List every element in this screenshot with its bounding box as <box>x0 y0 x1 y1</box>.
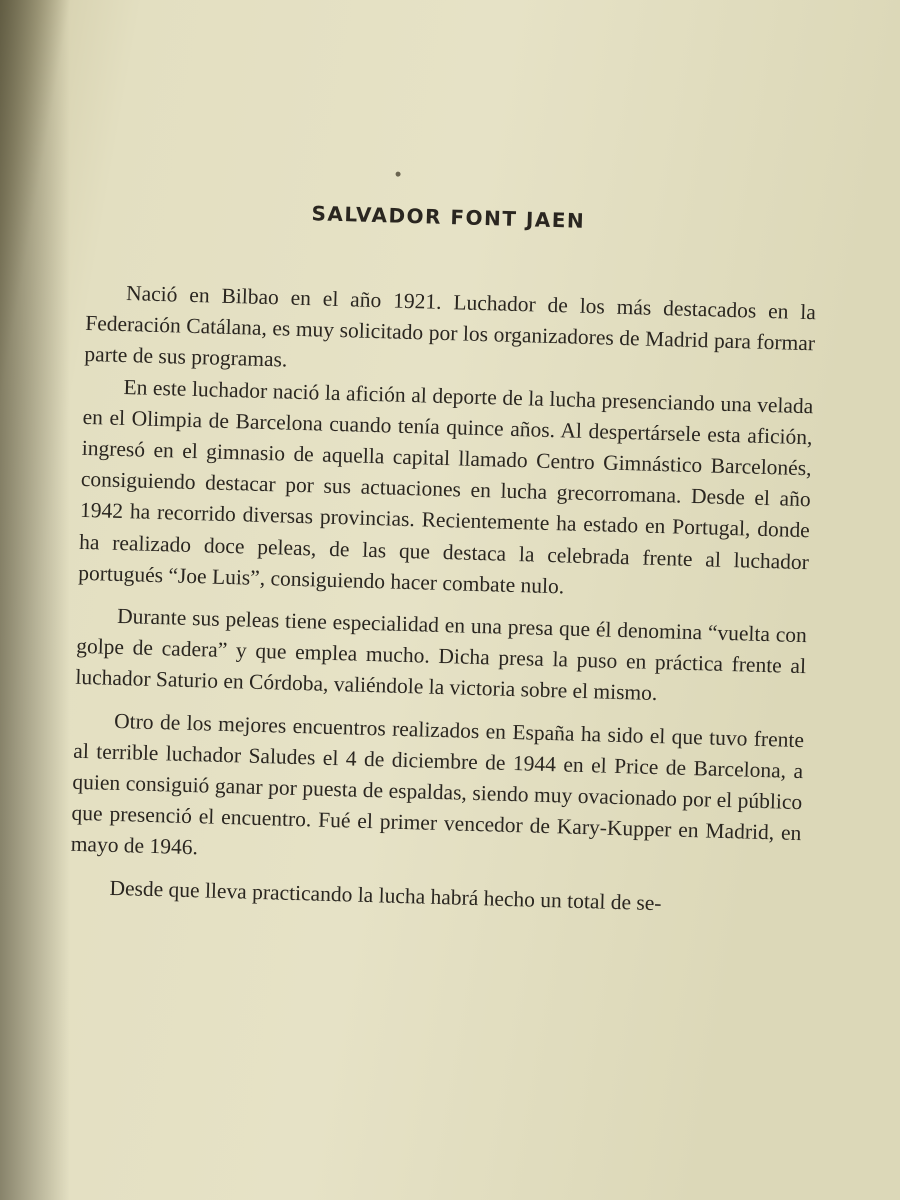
paragraph-encounters: Otro de los mejores encuentros realizados en España ha sido el que tuvo frente al terrible luchador Saludes el 4 de diciembre de 1944 en el Price de Barcelona, a quien consiguió ganar por puesta de espaldas, siendo muy ovacionado por el público que presenció el encuentro. Fué el primer vencedor de Kary-Kupper en Madrid, en mayo de 1946. <box>70 708 805 860</box>
paragraph-total: Desde que lleva practicando la lucha habrá hecho un total de se- <box>109 875 662 915</box>
article-body <box>69 277 816 923</box>
paragraph-birth: Nació en Bilbao en el año 1921. Luchador de los más destacados en la Federación Catálana, es muy solicitado por los organizadores de Madrid para formar parte de sus programas. <box>84 281 817 372</box>
page-fold-shadow <box>0 0 70 1200</box>
paragraph-specialty: Durante sus peleas tiene especialidad en una presa que él denomina “vuelta con golpe de cadera” y que emplea mucho. Dicha presa la puso en práctica frente al luchador Saturio en Córdoba, valiéndole la victoria sobre el mismo. <box>75 603 808 706</box>
paragraph-career: En este luchador nació la afición al deporte de la lucha presenciando una velada en el Olimpia de Barcelona cuando tenía quince años. Al despertársele esta afición, ingresó en el gimnasio de aquella capital llamado Centro Gimnástico Barcelonés, consiguiendo destacar por sus actuaciones en lucha grecorromana. Desde el año 1942 ha recorrido diversas provincias. Recientemente ha estado en Portugal, donde ha realizado doce peleas, de las que destaca la celebrada frente al luchador portugués “Joe Luis”, consiguiendo hacer combate nulo. <box>77 374 814 599</box>
book-page <box>69 155 820 923</box>
ornament-dot <box>396 172 401 177</box>
page-title: SALVADOR FONT JAEN <box>311 201 586 233</box>
